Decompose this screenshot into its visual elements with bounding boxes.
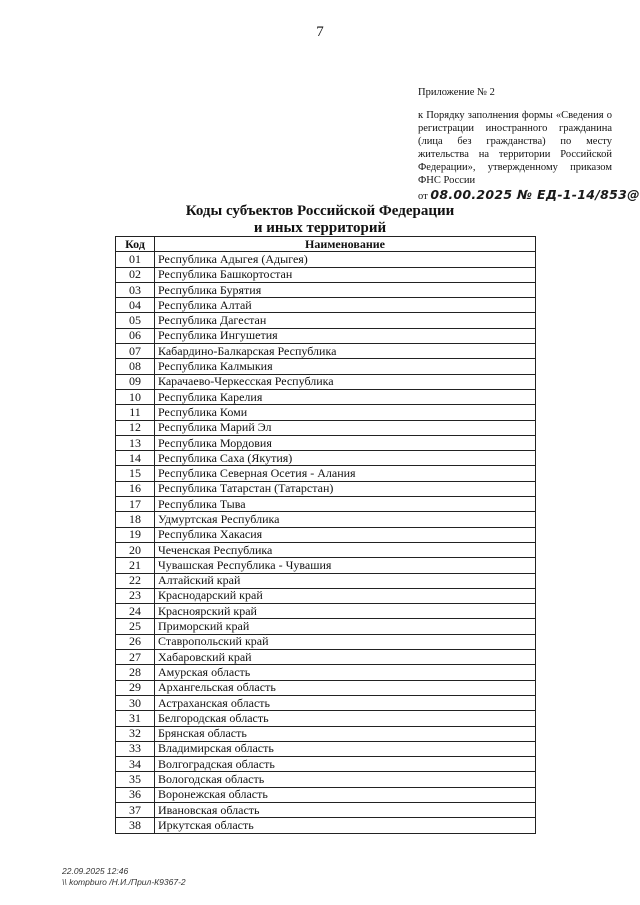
region-code-cell: 37 bbox=[116, 802, 155, 817]
region-code-cell: 10 bbox=[116, 389, 155, 404]
appendix-body: к Порядку заполнения формы «Сведения о регистрации иностранного гражданина (лица без гражданства) по месту жительства на территории Российской Федерации», утвержденному приказом ФНС России bbox=[418, 110, 612, 186]
region-name-cell: Красноярский край bbox=[155, 604, 536, 619]
region-code-cell: 33 bbox=[116, 741, 155, 756]
table-row bbox=[116, 298, 536, 313]
table-header-row bbox=[116, 237, 536, 252]
table-row bbox=[116, 344, 536, 359]
region-code-cell: 24 bbox=[116, 604, 155, 619]
document-title-line2: и иных территорий bbox=[253, 220, 387, 236]
table-row bbox=[116, 787, 536, 802]
region-code-cell: 15 bbox=[116, 466, 155, 481]
region-name-cell: Ивановская область bbox=[155, 802, 536, 817]
footer bbox=[62, 866, 186, 888]
table-row bbox=[116, 451, 536, 466]
region-code-cell: 13 bbox=[116, 435, 155, 450]
document-title-line1: Коды субъектов Российской Федерации bbox=[185, 203, 455, 219]
table-row bbox=[116, 665, 536, 680]
region-name-cell: Республика Северная Осетия - Алания bbox=[155, 466, 536, 481]
table-row bbox=[116, 726, 536, 741]
appendix-note bbox=[418, 86, 640, 204]
region-name-cell: Республика Мордовия bbox=[155, 435, 536, 450]
table-row bbox=[116, 818, 536, 833]
table-row bbox=[116, 497, 536, 512]
region-code-cell: 20 bbox=[116, 542, 155, 557]
region-code-cell: 09 bbox=[116, 374, 155, 389]
table-row bbox=[116, 604, 536, 619]
region-name-cell: Республика Татарстан (Татарстан) bbox=[155, 481, 536, 496]
region-name-cell: Удмуртская Республика bbox=[155, 512, 536, 527]
region-code-cell: 28 bbox=[116, 665, 155, 680]
table-row bbox=[116, 405, 536, 420]
table-row bbox=[116, 802, 536, 817]
order-reference bbox=[418, 187, 640, 204]
table-row bbox=[116, 757, 536, 772]
region-code-cell: 32 bbox=[116, 726, 155, 741]
region-name-cell: Ставропольский край bbox=[155, 634, 536, 649]
header-name: Наименование bbox=[155, 237, 536, 252]
table-row bbox=[116, 374, 536, 389]
region-name-cell: Краснодарский край bbox=[155, 588, 536, 603]
document-title bbox=[110, 203, 530, 237]
region-code-cell: 23 bbox=[116, 588, 155, 603]
table-row bbox=[116, 252, 536, 267]
region-code-cell: 11 bbox=[116, 405, 155, 420]
table-row bbox=[116, 267, 536, 282]
region-name-cell: Республика Калмыкия bbox=[155, 359, 536, 374]
region-name-cell: Иркутская область bbox=[155, 818, 536, 833]
table-row bbox=[116, 527, 536, 542]
region-name-cell: Республика Тыва bbox=[155, 497, 536, 512]
handwritten-order-number: 08.00.2025 № ЕД-1-14/853@ bbox=[430, 187, 640, 202]
header-code: Код bbox=[116, 237, 155, 252]
table-row bbox=[116, 634, 536, 649]
table-row bbox=[116, 420, 536, 435]
region-code-cell: 25 bbox=[116, 619, 155, 634]
region-name-cell: Республика Коми bbox=[155, 405, 536, 420]
region-code-cell: 31 bbox=[116, 711, 155, 726]
region-name-cell: Архангельская область bbox=[155, 680, 536, 695]
table-row bbox=[116, 680, 536, 695]
footer-file-reference: \\ kompburo /Н.И./Прил-К9367-2 bbox=[62, 877, 186, 887]
region-name-cell: Республика Башкортостан bbox=[155, 267, 536, 282]
table-row bbox=[116, 558, 536, 573]
table-row bbox=[116, 619, 536, 634]
region-code-cell: 02 bbox=[116, 267, 155, 282]
region-name-cell: Приморский край bbox=[155, 619, 536, 634]
region-name-cell: Карачаево-Черкесская Республика bbox=[155, 374, 536, 389]
table-row bbox=[116, 650, 536, 665]
table-row bbox=[116, 573, 536, 588]
region-name-cell: Чувашская Республика - Чувашия bbox=[155, 558, 536, 573]
region-name-cell: Республика Марий Эл bbox=[155, 420, 536, 435]
region-name-cell: Республика Ингушетия bbox=[155, 328, 536, 343]
table-row bbox=[116, 741, 536, 756]
footer-timestamp: 22.09.2025 12:46 bbox=[62, 866, 129, 876]
order-prefix: от bbox=[418, 191, 428, 202]
region-name-cell: Республика Алтай bbox=[155, 298, 536, 313]
region-name-cell: Республика Хакасия bbox=[155, 527, 536, 542]
table-row bbox=[116, 328, 536, 343]
region-code-cell: 14 bbox=[116, 451, 155, 466]
table-row bbox=[116, 313, 536, 328]
region-name-cell: Белгородская область bbox=[155, 711, 536, 726]
region-code-cell: 34 bbox=[116, 757, 155, 772]
region-name-cell: Чеченская Республика bbox=[155, 542, 536, 557]
region-code-cell: 38 bbox=[116, 818, 155, 833]
region-code-cell: 35 bbox=[116, 772, 155, 787]
region-name-cell: Хабаровский край bbox=[155, 650, 536, 665]
table-row bbox=[116, 466, 536, 481]
region-name-cell: Вологодская область bbox=[155, 772, 536, 787]
region-code-cell: 08 bbox=[116, 359, 155, 374]
region-code-cell: 03 bbox=[116, 282, 155, 297]
region-code-cell: 05 bbox=[116, 313, 155, 328]
table-row bbox=[116, 711, 536, 726]
region-code-cell: 21 bbox=[116, 558, 155, 573]
region-name-cell: Кабардино-Балкарская Республика bbox=[155, 344, 536, 359]
region-code-cell: 06 bbox=[116, 328, 155, 343]
table-row bbox=[116, 389, 536, 404]
region-code-cell: 30 bbox=[116, 695, 155, 710]
region-code-cell: 22 bbox=[116, 573, 155, 588]
region-name-cell: Алтайский край bbox=[155, 573, 536, 588]
table-row bbox=[116, 542, 536, 557]
region-codes-table bbox=[115, 236, 536, 834]
region-code-cell: 26 bbox=[116, 634, 155, 649]
table-row bbox=[116, 695, 536, 710]
region-code-cell: 17 bbox=[116, 497, 155, 512]
page-number: 7 bbox=[316, 24, 324, 40]
region-code-cell: 18 bbox=[116, 512, 155, 527]
appendix-title: Приложение № 2 bbox=[418, 87, 495, 98]
region-code-cell: 19 bbox=[116, 527, 155, 542]
region-name-cell: Республика Адыгея (Адыгея) bbox=[155, 252, 536, 267]
region-name-cell: Республика Саха (Якутия) bbox=[155, 451, 536, 466]
table-row bbox=[116, 435, 536, 450]
region-code-cell: 07 bbox=[116, 344, 155, 359]
table-row bbox=[116, 359, 536, 374]
table-row bbox=[116, 772, 536, 787]
region-name-cell: Воронежская область bbox=[155, 787, 536, 802]
region-code-cell: 04 bbox=[116, 298, 155, 313]
table-row bbox=[116, 282, 536, 297]
region-name-cell: Республика Карелия bbox=[155, 389, 536, 404]
region-name-cell: Владимирская область bbox=[155, 741, 536, 756]
region-name-cell: Брянская область bbox=[155, 726, 536, 741]
region-code-cell: 12 bbox=[116, 420, 155, 435]
region-code-cell: 01 bbox=[116, 252, 155, 267]
region-code-cell: 29 bbox=[116, 680, 155, 695]
region-name-cell: Республика Дагестан bbox=[155, 313, 536, 328]
region-name-cell: Республика Бурятия bbox=[155, 282, 536, 297]
table-row bbox=[116, 481, 536, 496]
region-name-cell: Волгоградская область bbox=[155, 757, 536, 772]
region-name-cell: Астраханская область bbox=[155, 695, 536, 710]
table-row bbox=[116, 588, 536, 603]
region-name-cell: Амурская область bbox=[155, 665, 536, 680]
table-row bbox=[116, 512, 536, 527]
region-code-cell: 27 bbox=[116, 650, 155, 665]
table-body bbox=[116, 252, 536, 833]
region-code-cell: 36 bbox=[116, 787, 155, 802]
region-code-cell: 16 bbox=[116, 481, 155, 496]
